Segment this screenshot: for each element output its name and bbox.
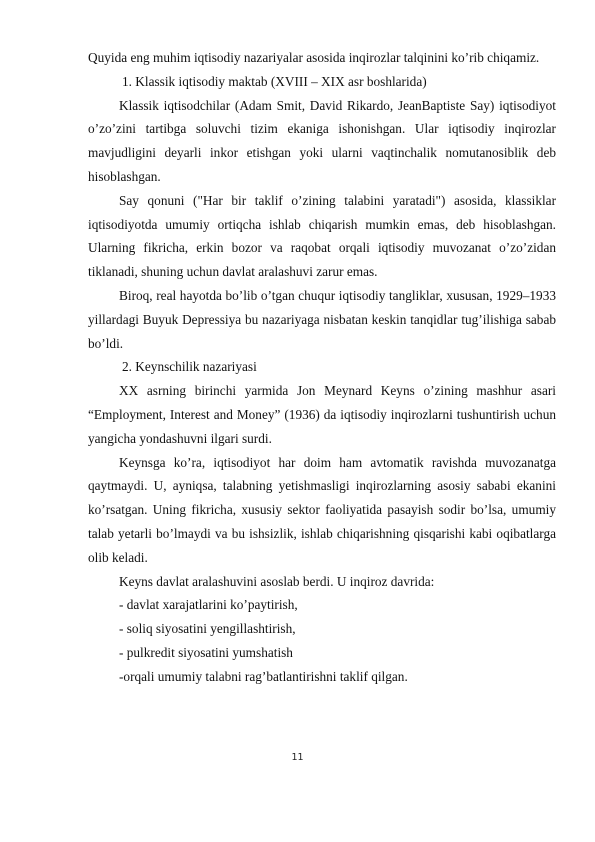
section-heading-keynesian: 2. Keynschilik nazariyasi [122,359,257,375]
list-item: - soliq siyosatini yengillashtirish, [119,621,296,637]
list-item: - davlat xarajatlarini ko’paytirish, [119,597,298,613]
paragraph-classical-economists: Klassik iqtisodchilar (Adam Smit, David Rikardo, JeanBaptiste Say) iqtisodiyot o’zo’zini tartibga soluvchi tizim ekaniga ishonishgan. Ular iqtisodiy inqirozlar mavjudligini deyarli inkor etishgan yoki ularni vaqtinchalik nomutanosiblik deb hisoblashgan. [88,97,556,184]
paragraph-say-law: Say qonuni ("Har bir taklif o’zining talabini yaratadi") asosida, klassiklar iqtisodiyotda umumiy ortiqcha ishlab chiqarish mumkin emas, deb hisoblashgan. Ularning fikricha, erkin bozor va raqobat orqali iqtisodiy muvozanat o’zo’zidan tiklanadi, shuning uchun davlat aralashuvi zarur emas. [88,192,556,280]
document-body [88,46,556,689]
paragraph-keynes-work: XX asrning birinchi yarmida Jon Meynard Keyns o’zining mashhur asari “Employment, Interest and Money” (1936) da iqtisodiy inqirozlarni tushuntirish uchun yangicha yondashuvni ilgari surdi. [88,383,556,446]
list-item: -orqali umumiy talabni rag’batlantirishni taklif qilgan. [119,668,408,684]
paragraph-state-intervention: Keyns davlat aralashuvini asoslab berdi. U inqiroz davrida: [119,573,435,589]
page-number: 11 [291,752,304,763]
section-heading-classical: 1. Klassik iqtisodiy maktab (XVIII – XIX asr boshlarida) [122,73,427,89]
list-item: - pulkredit siyosatini yumshatish [119,644,293,660]
paragraph-keynes-demand: Keynsga ko’ra, iqtisodiyot har doim ham avtomatik ravishda muvozanatga qaytmaydi. U, ayniqsa, talabning yetishmasligi inqirozlarning asosiy sababi ekanini ko’rsatgan. Uning fikricha, xususiy sektor faoliyatida pasayish sodir bo’lsa, umumiy talab yetarli bo’lmaydi va bu ishsizlik, ishlab chiqarishning qisqarishi kabi oqibatlarga olib keladi. [88,454,556,565]
paragraph-great-depression: Biroq, real hayotda bo’lib o’tgan chuqur iqtisodiy tangliklar, xususan, 1929–1933 yillardagi Buyuk Depressiya bu nazariyaga nisbatan keskin tanqidlar tug’ilishiga sabab bo’ldi. [88,287,556,351]
intro-paragraph: Quyida eng muhim iqtisodiy nazariyalar asosida inqirozlar talqinini ko’rib chiqamiz. [88,50,540,65]
